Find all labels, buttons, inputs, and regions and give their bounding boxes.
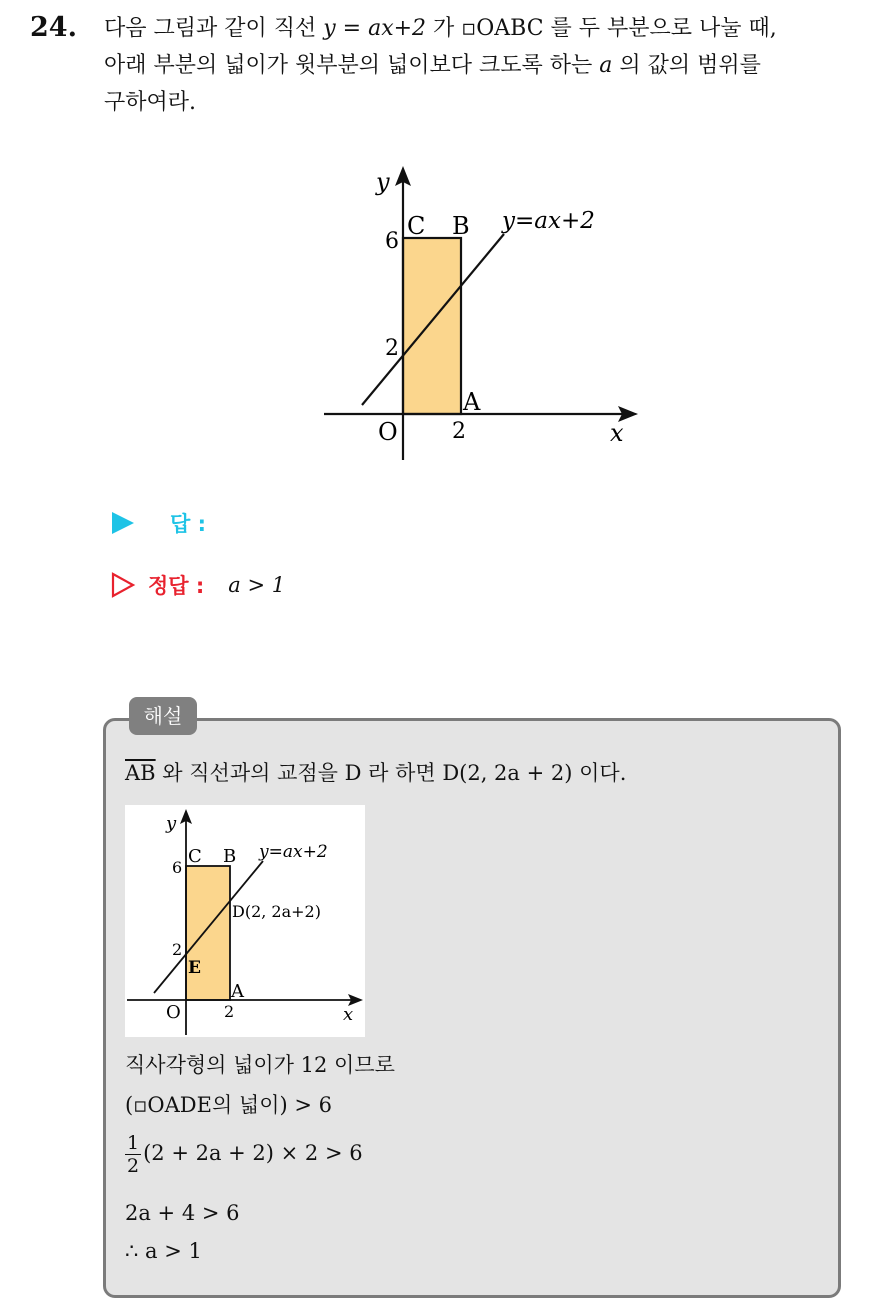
explanation-line-3: (▫OADE의 넓이) > 6 (125, 1093, 333, 1117)
segment-ab: $\overline{AB}$ (125, 761, 156, 785)
tick-label-6: 6 (172, 858, 183, 877)
origin-label: O (378, 418, 398, 446)
point-c-label: C (407, 212, 426, 240)
point-c-label: C (188, 846, 202, 867)
point-e-label: E (188, 958, 201, 978)
origin-label: O (166, 1002, 181, 1023)
explanation-figure (125, 805, 365, 1037)
explanation-line-4: $\frac{1}{2}$ (2 + 2a + 2) × 2 > 6 (127, 1132, 363, 1177)
explanation-line-6: ∴ a > 1 (125, 1239, 202, 1263)
correct-answer-value: a > 1 (228, 573, 286, 597)
x-axis-label: x (343, 1004, 354, 1025)
question-text (104, 10, 864, 121)
explanation-line-1: $\overline{AB}$ 와 직선과의 교점을 D 라 하면 D(2, 2a + 2) 이다. (125, 761, 627, 785)
tick-label-6: 6 (385, 229, 399, 254)
rectangle-oabc (403, 238, 461, 414)
question-line-3: 구하여라. (104, 90, 197, 115)
explanation-tag: 해설 (129, 697, 197, 735)
point-b-label: B (452, 212, 470, 240)
line-label: y=ax+2 (502, 208, 595, 234)
rectangle-oabc (186, 866, 230, 1000)
question-number: 24. (30, 12, 77, 43)
variable-a: a (599, 53, 613, 78)
point-b-label: B (223, 846, 237, 867)
correct-answer-label: 정답 : (148, 574, 205, 598)
fraction-half: $\frac{1}{2}$ (127, 1132, 140, 1177)
outline-triangle-icon (110, 571, 136, 599)
point-a-label: A (463, 388, 481, 416)
question-figure (318, 160, 648, 465)
point-a-label: A (231, 981, 244, 1002)
explanation-line-2: 직사각형의 넓이가 12 이므로 (125, 1053, 395, 1077)
y-axis-label: y (166, 813, 177, 834)
answer-label: 답 : (170, 512, 206, 536)
tick-label-2-y: 2 (385, 336, 399, 361)
tick-label-2-x: 2 (452, 419, 466, 444)
explanation-line-5: 2a + 4 > 6 (125, 1201, 240, 1225)
point-d-label: D(2, 2a+2) (232, 902, 321, 921)
question-line-1: 다음 그림과 같이 직선 y = ax+2 가 ▫OABC 를 두 부분으로 나눌 때, (104, 16, 777, 41)
question-line-2: 아래 부분의 넓이가 윗부분의 넓이보다 크도록 하는 a 의 값의 범위를 (104, 53, 761, 78)
play-triangle-icon (110, 510, 136, 536)
equation: y = ax+2 (323, 16, 427, 41)
line-label: y=ax+2 (259, 842, 328, 862)
x-axis-label: x (610, 419, 624, 447)
correct-answer-row (110, 570, 285, 600)
answer-row (110, 508, 206, 538)
tick-label-2-y: 2 (172, 940, 183, 959)
tick-label-2-x: 2 (224, 1002, 235, 1021)
y-axis-label: y (376, 168, 390, 196)
